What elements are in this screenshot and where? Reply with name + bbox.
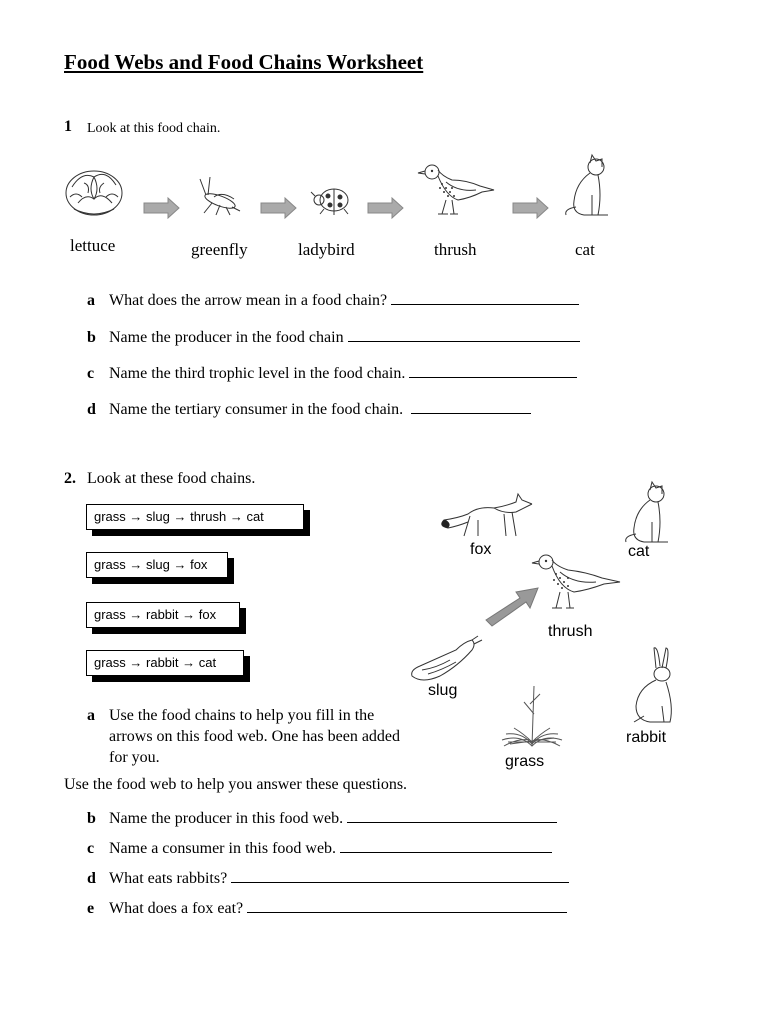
question-letter: b	[87, 329, 96, 346]
greenfly-illustration	[192, 175, 246, 217]
web-label-thrush: thrush	[548, 623, 593, 640]
question-letter: c	[87, 365, 95, 382]
instruction-a	[109, 705, 439, 768]
question-2-prompt: Look at these food chains.	[87, 470, 256, 487]
q1-question-b	[87, 327, 580, 347]
question-text: Name the tertiary consumer in the food chain.	[109, 401, 404, 418]
q1-question-d	[87, 399, 531, 419]
cat-illustration	[562, 155, 612, 219]
answer-blank[interactable]	[247, 898, 567, 913]
answer-blank[interactable]	[409, 363, 577, 378]
chain-arrow-4	[513, 198, 549, 218]
q2-question-e	[87, 898, 567, 918]
thrush-web-illustration	[532, 552, 622, 614]
ladybird-illustration	[310, 184, 354, 216]
q2-question-b	[87, 808, 557, 828]
instruction-a-line-1: Use the food chains to help you fill in the	[109, 707, 375, 724]
thrush-illustration	[418, 162, 496, 220]
question-2-number: 2.	[64, 470, 76, 487]
question-letter: d	[87, 401, 96, 418]
q2-question-c	[87, 838, 552, 858]
answer-blank[interactable]	[411, 399, 531, 414]
rabbit-illustration	[626, 646, 680, 726]
question-text: Name the producer in the food chain	[109, 329, 344, 346]
lettuce-illustration	[62, 163, 126, 219]
question-letter: d	[87, 870, 96, 887]
answer-blank[interactable]	[347, 808, 557, 823]
food-chain-box-3: grass → rabbit → fox	[86, 602, 240, 628]
caption-cat: cat	[575, 240, 595, 259]
chain-arrow-3	[368, 198, 404, 218]
question-text: Name the producer in this food web.	[109, 810, 344, 827]
q2-question-d	[87, 868, 569, 888]
question-text: Name the third trophic level in the food chain.	[109, 365, 406, 382]
caption-thrush: thrush	[434, 240, 477, 259]
question-text: What eats rabbits?	[109, 870, 228, 887]
instruction-a-line-3: for you.	[109, 749, 160, 766]
caption-ladybird: ladybird	[298, 240, 355, 259]
question-1-prompt: Look at this food chain.	[87, 121, 221, 136]
question-letter: e	[87, 900, 95, 917]
web-arrow-slug-to-thrush	[484, 586, 540, 630]
question-letter: c	[87, 840, 95, 857]
caption-lettuce: lettuce	[70, 236, 116, 255]
question-1-number: 1	[64, 118, 72, 135]
question-letter: a	[87, 292, 95, 309]
web-label-cat: cat	[628, 543, 650, 560]
caption-greenfly: greenfly	[191, 240, 248, 259]
question-text: Name a consumer in this food web.	[109, 840, 337, 857]
web-label-slug: slug	[428, 682, 458, 699]
use-web-instruction: Use the food web to help you answer these questions.	[64, 776, 408, 793]
answer-blank[interactable]	[340, 838, 552, 853]
answer-blank[interactable]	[348, 327, 580, 342]
web-label-rabbit: rabbit	[626, 729, 667, 746]
web-label-grass: grass	[505, 753, 545, 770]
food-chain-box-1: grass → slug → thrush → cat	[86, 504, 304, 530]
food-chain-box-4: grass → rabbit → cat	[86, 650, 244, 676]
instruction-a-line-2: arrows on this food web. One has been added	[109, 728, 401, 745]
fox-illustration	[438, 492, 538, 540]
question-letter: b	[87, 810, 96, 827]
food-chain-box-2: grass → slug → fox	[86, 552, 228, 578]
web-label-fox: fox	[470, 541, 492, 558]
answer-blank[interactable]	[231, 868, 569, 883]
answer-blank[interactable]	[391, 290, 579, 305]
question-text: What does the arrow mean in a food chain?	[109, 292, 388, 309]
chain-arrow-1	[144, 198, 180, 218]
question-text: What does a fox eat?	[109, 900, 244, 917]
q1-question-a	[87, 290, 579, 310]
chain-arrow-2	[261, 198, 297, 218]
page-title: Food Webs and Food Chains Worksheet	[64, 50, 424, 74]
q1-question-c	[87, 363, 577, 383]
grass-illustration	[500, 684, 564, 748]
slug-illustration	[410, 636, 482, 684]
instruction-a-letter: a	[87, 707, 95, 724]
cat-web-illustration	[622, 482, 672, 546]
